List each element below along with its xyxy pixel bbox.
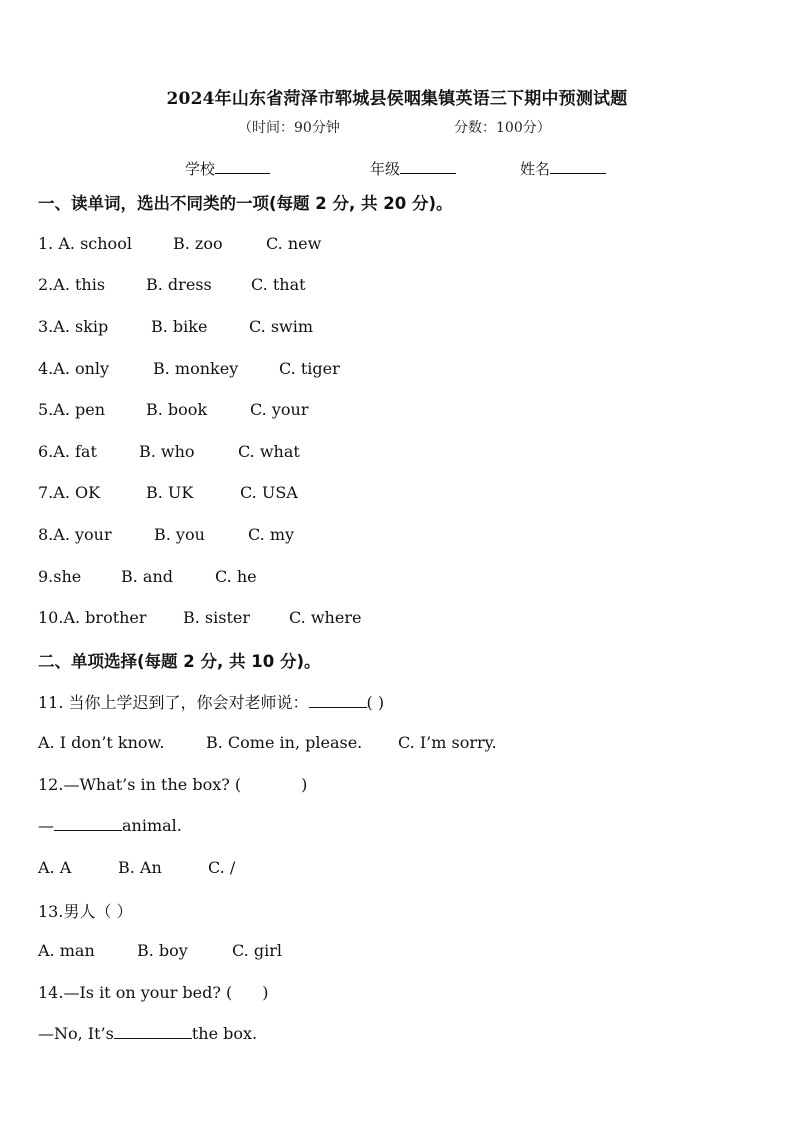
option-c: C. what: [238, 442, 300, 461]
name-field[interactable]: [520, 158, 606, 179]
answer-blank[interactable]: [309, 693, 367, 708]
option-b: B. sister: [183, 608, 251, 627]
option-a: A. A: [38, 858, 72, 877]
option-b: B. book: [146, 400, 208, 419]
answer-paren-close: ): [301, 775, 308, 794]
option-a: A. I don’t know.: [38, 733, 165, 752]
option-b: B. boy: [137, 941, 188, 960]
option-b: B. UK: [146, 483, 194, 502]
grade-field[interactable]: [370, 158, 456, 179]
question-stem: 11. 当你上学迟到了，你会对老师说：: [38, 693, 309, 712]
grade-blank[interactable]: [400, 159, 456, 174]
grade-label: 年级: [370, 160, 401, 178]
option-c: C. USA: [240, 483, 298, 502]
question-stem: 14.—Is it on your bed? (: [38, 983, 233, 1002]
answer-prefix: —: [38, 816, 54, 835]
section2-heading: 二、单项选择(每题 2 分, 共 10 分)。: [38, 652, 321, 671]
answer-prefix: —No, It’s: [38, 1024, 114, 1043]
option-a: 10.A. brother: [38, 608, 147, 627]
question-11: [38, 690, 384, 713]
name-label: 姓名: [520, 160, 551, 178]
question-12: [38, 775, 307, 794]
option-a: 3.A. skip: [38, 317, 109, 336]
option-c: C. that: [251, 275, 306, 294]
option-b: B. who: [139, 442, 195, 461]
option-c: C. he: [215, 567, 257, 586]
option-a: 5.A. pen: [38, 400, 106, 419]
question-14: [38, 983, 269, 1002]
option-a: 6.A. fat: [38, 442, 97, 461]
question-13: 13.男人（ ）: [38, 902, 133, 921]
exam-score: 分数：100分）: [454, 120, 551, 136]
answer-paren: ( ): [366, 693, 385, 712]
school-label: 学校: [185, 160, 216, 178]
option-c: C. your: [250, 400, 309, 419]
section1-heading: 一、读单词，选出不同类的一项(每题 2 分, 共 20 分)。: [38, 194, 453, 213]
exam-title: 2024年山东省菏泽市郓城县侯咽集镇英语三下期中预测试题: [166, 89, 628, 109]
answer-blank[interactable]: [54, 816, 122, 831]
answer-suffix: the box.: [191, 1024, 258, 1043]
option-b: B. monkey: [153, 359, 239, 378]
question-14-answer: [38, 1024, 257, 1043]
option-c: C. where: [289, 608, 362, 627]
option-c: C. new: [266, 234, 322, 253]
option-b: B. and: [121, 567, 174, 586]
option-b: B. Come in, please.: [206, 733, 363, 752]
option-a: A. man: [38, 941, 95, 960]
exam-time: （时间：90分钟: [238, 120, 340, 136]
option-b: B. dress: [146, 275, 212, 294]
question-12-answer: [38, 816, 182, 835]
option-b: B. bike: [151, 317, 208, 336]
question-stem: 12.—What’s in the box? (: [38, 775, 242, 794]
option-c: C. my: [248, 525, 295, 544]
option-b: B. An: [118, 858, 162, 877]
option-c: C. /: [208, 858, 236, 877]
option-c: C. swim: [249, 317, 314, 336]
school-blank[interactable]: [215, 159, 270, 174]
option-c: C. I’m sorry.: [398, 733, 497, 752]
answer-suffix: animal.: [122, 816, 182, 835]
option-c: C. girl: [232, 941, 282, 960]
option-b: B. you: [154, 525, 205, 544]
option-a: 9.she: [38, 567, 82, 586]
option-a: 7.A. OK: [38, 483, 101, 502]
school-field[interactable]: [185, 158, 270, 179]
answer-paren-close: ): [262, 983, 269, 1002]
option-a: 4.A. only: [38, 359, 110, 378]
option-a: 8.A. your: [38, 525, 112, 544]
option-a: 1. A. school: [38, 234, 132, 253]
name-blank[interactable]: [550, 159, 606, 174]
option-c: C. tiger: [279, 359, 340, 378]
option-a: 2.A. this: [38, 275, 106, 294]
option-b: B. zoo: [173, 234, 223, 253]
answer-blank[interactable]: [114, 1024, 192, 1039]
